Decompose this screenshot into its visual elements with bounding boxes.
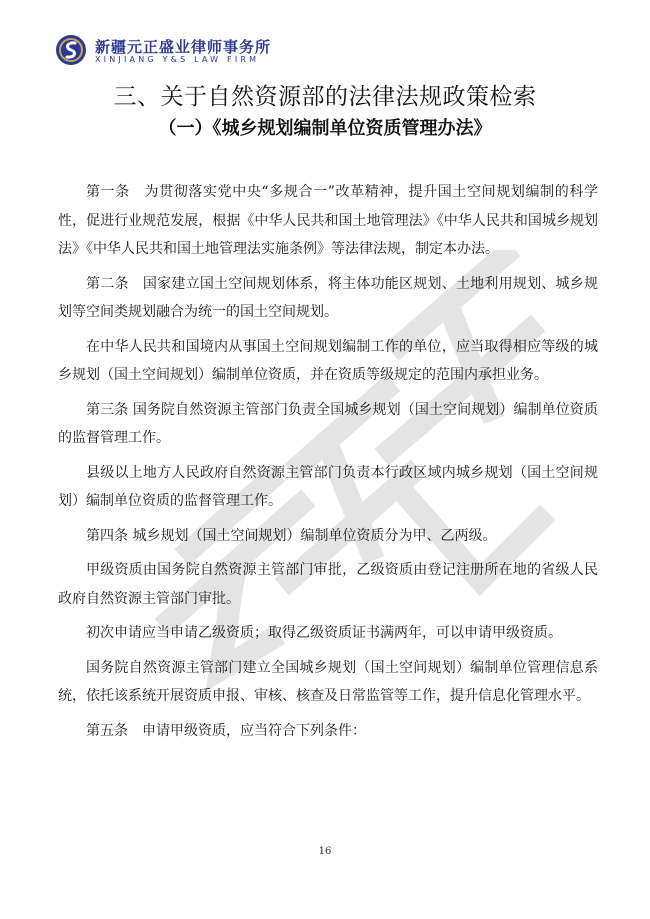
- article-3-paragraph: 第三条 国务院自然资源主管部门负责全国城乡规划（国土空间规划）编制单位资质的监督管理工作。: [58, 401, 598, 446]
- article-2-paragraph-2: 在中华人民共和国境内从事国土空间规划编制工作的单位，应当取得相应等级的城乡规划（国土空间规划）编制单位资质，并在资质等级规定的范围内承担业务。: [58, 338, 598, 383]
- article-5-paragraph: 第五条 申请甲级资质，应当符合下列条件：: [86, 722, 366, 739]
- firm-name-en: XINJIANG Y&S LAW FIRM: [95, 55, 260, 64]
- page-number: 16: [318, 846, 332, 857]
- article-1-paragraph: 第一条 为贯彻落实党中央“多规合一”改革精神，提升国土空间规划编制的科学性，促进行业规范发展，根据《中华人民共和国土地管理法》《中华人民共和国城乡规划法》《中华人民共和国土地管理法实施条例》等法律法规，制定本办法。: [58, 184, 598, 257]
- article-4-paragraph-2: 甲级资质由国务院自然资源主管部门审批，乙级资质由登记注册所在地的省级人民政府自然资源主管部门审批。: [58, 562, 598, 607]
- article-3-paragraph-2: 县级以上地方人民政府自然资源主管部门负责本行政区域内城乡规划（国土空间规划）编制单位资质的监督管理工作。: [58, 464, 598, 509]
- article-2-paragraph: 第二条 国家建立国土空间规划体系，将主体功能区规划、土地利用规划、城乡规划等空间类规划融合为统一的国土空间规划。: [58, 275, 598, 320]
- article-4-paragraph: 第四条 城乡规划（国土空间规划）编制单位资质分为甲、乙两级。: [86, 527, 497, 544]
- section-title: 三、关于自然资源部的法律法规政策检索: [113, 84, 537, 110]
- letterhead: [55, 30, 615, 70]
- article-4-paragraph-4: 国务院自然资源主管部门建立全国城乡规划（国土空间规划）编制单位管理信息系统，依托该系统开展资质申报、审核、核查及日常监管等工作，提升信息化管理水平。: [58, 659, 598, 704]
- article-4-paragraph-3: 初次申请应当申请乙级资质；取得乙级资质证书满两年，可以申请甲级资质。: [86, 625, 562, 641]
- document-body: [58, 178, 598, 751]
- regulation-title: （一）《城乡规划编制单位资质管理办法》: [158, 118, 492, 139]
- firm-name-cn: 新疆元正盛业律师事务所: [95, 38, 272, 56]
- ys-law-firm-logo-icon: [55, 34, 87, 66]
